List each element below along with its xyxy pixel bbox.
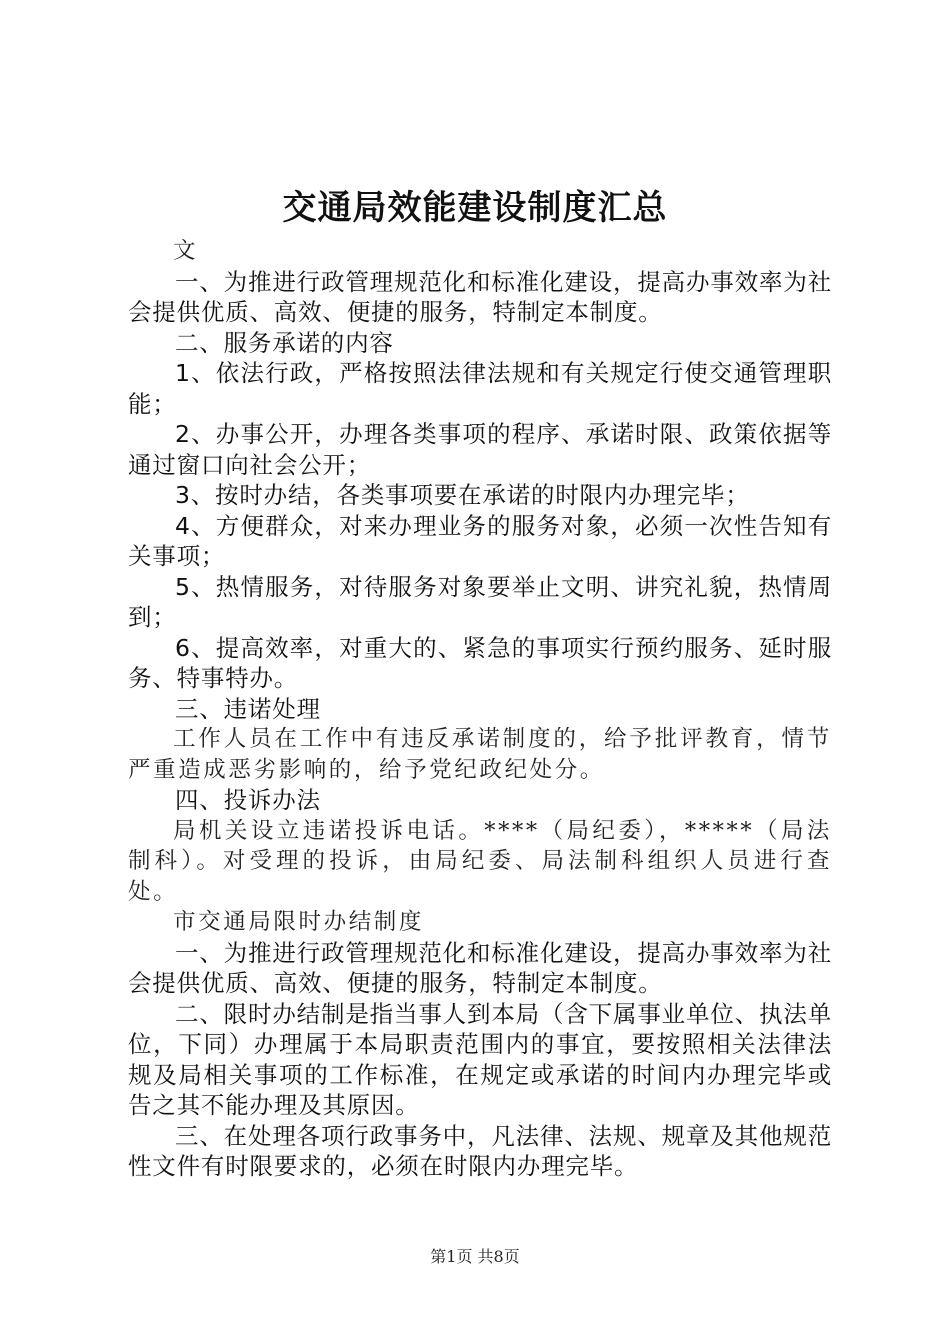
section-heading: 四、投诉办法 bbox=[175, 786, 321, 814]
paragraph: 一、为推进行政管理规范化和标准化建设，提高办事效率为社会提供优质、高效、便捷的服务，特制定本制度。 bbox=[128, 267, 832, 326]
paragraph: 二、限时办结制是指当事人到本局（含下属事业单位、执法单位，下同）办理属于本局职责范围内的事宜，要按照相关法律法规及局相关事项的工作标准，在规定或承诺的时间内办理完毕或告之其不能办理及其原因。 bbox=[128, 999, 832, 1119]
paragraph: 4、方便群众，对来办理业务的服务对象，必须一次性告知有关事项； bbox=[128, 511, 832, 570]
paragraph: 5、热情服务，对待服务对象要举止文明、讲究礼貌，热情周到； bbox=[128, 572, 832, 631]
section-heading: 二、服务承诺的内容 bbox=[175, 328, 394, 357]
paragraph: 三、在处理各项行政事务中，凡法律、法规、规章及其他规范性文件有时限要求的，必须在时限内办理完毕。 bbox=[128, 1121, 832, 1180]
subsection-title: 市交通局限时办结制度 bbox=[173, 909, 425, 935]
paragraph: 一、为推进行政管理规范化和标准化建设，提高办事效率为社会提供优质、高效、便捷的服务，特制定本制度。 bbox=[128, 938, 832, 997]
paragraph: 2、办事公开，办理各类事项的程序、承诺时限、政策依据等通过窗口向社会公开； bbox=[128, 420, 832, 479]
paragraph: 6、提高效率，对重大的、紧急的事项实行预约服务、延时服务、特事特办。 bbox=[128, 633, 832, 692]
paragraph: 3、按时办结，各类事项要在承诺的时限内办理完毕； bbox=[175, 481, 750, 509]
paragraph: 工作人员在工作中有违反承诺制度的，给予批评教育，情节严重造成恶劣影响的，给予党纪政纪处分。 bbox=[128, 726, 832, 783]
paragraph: 1、依法行政，严格按照法律法规和有关规定行使交通管理职能； bbox=[128, 359, 832, 418]
paragraph: 局机关设立违诺投诉电话。****（局纪委），*****（局法制科）。对受理的投诉，由局纪委、局法制科组织人员进行查处。 bbox=[128, 817, 832, 905]
paragraph: 文 bbox=[173, 238, 199, 264]
page-footer: 第1页 共8页 bbox=[430, 1247, 520, 1266]
document-title: 交通局效能建设制度汇总 bbox=[282, 188, 668, 228]
document-body bbox=[128, 236, 832, 1182]
section-heading: 三、违诺处理 bbox=[175, 694, 321, 723]
